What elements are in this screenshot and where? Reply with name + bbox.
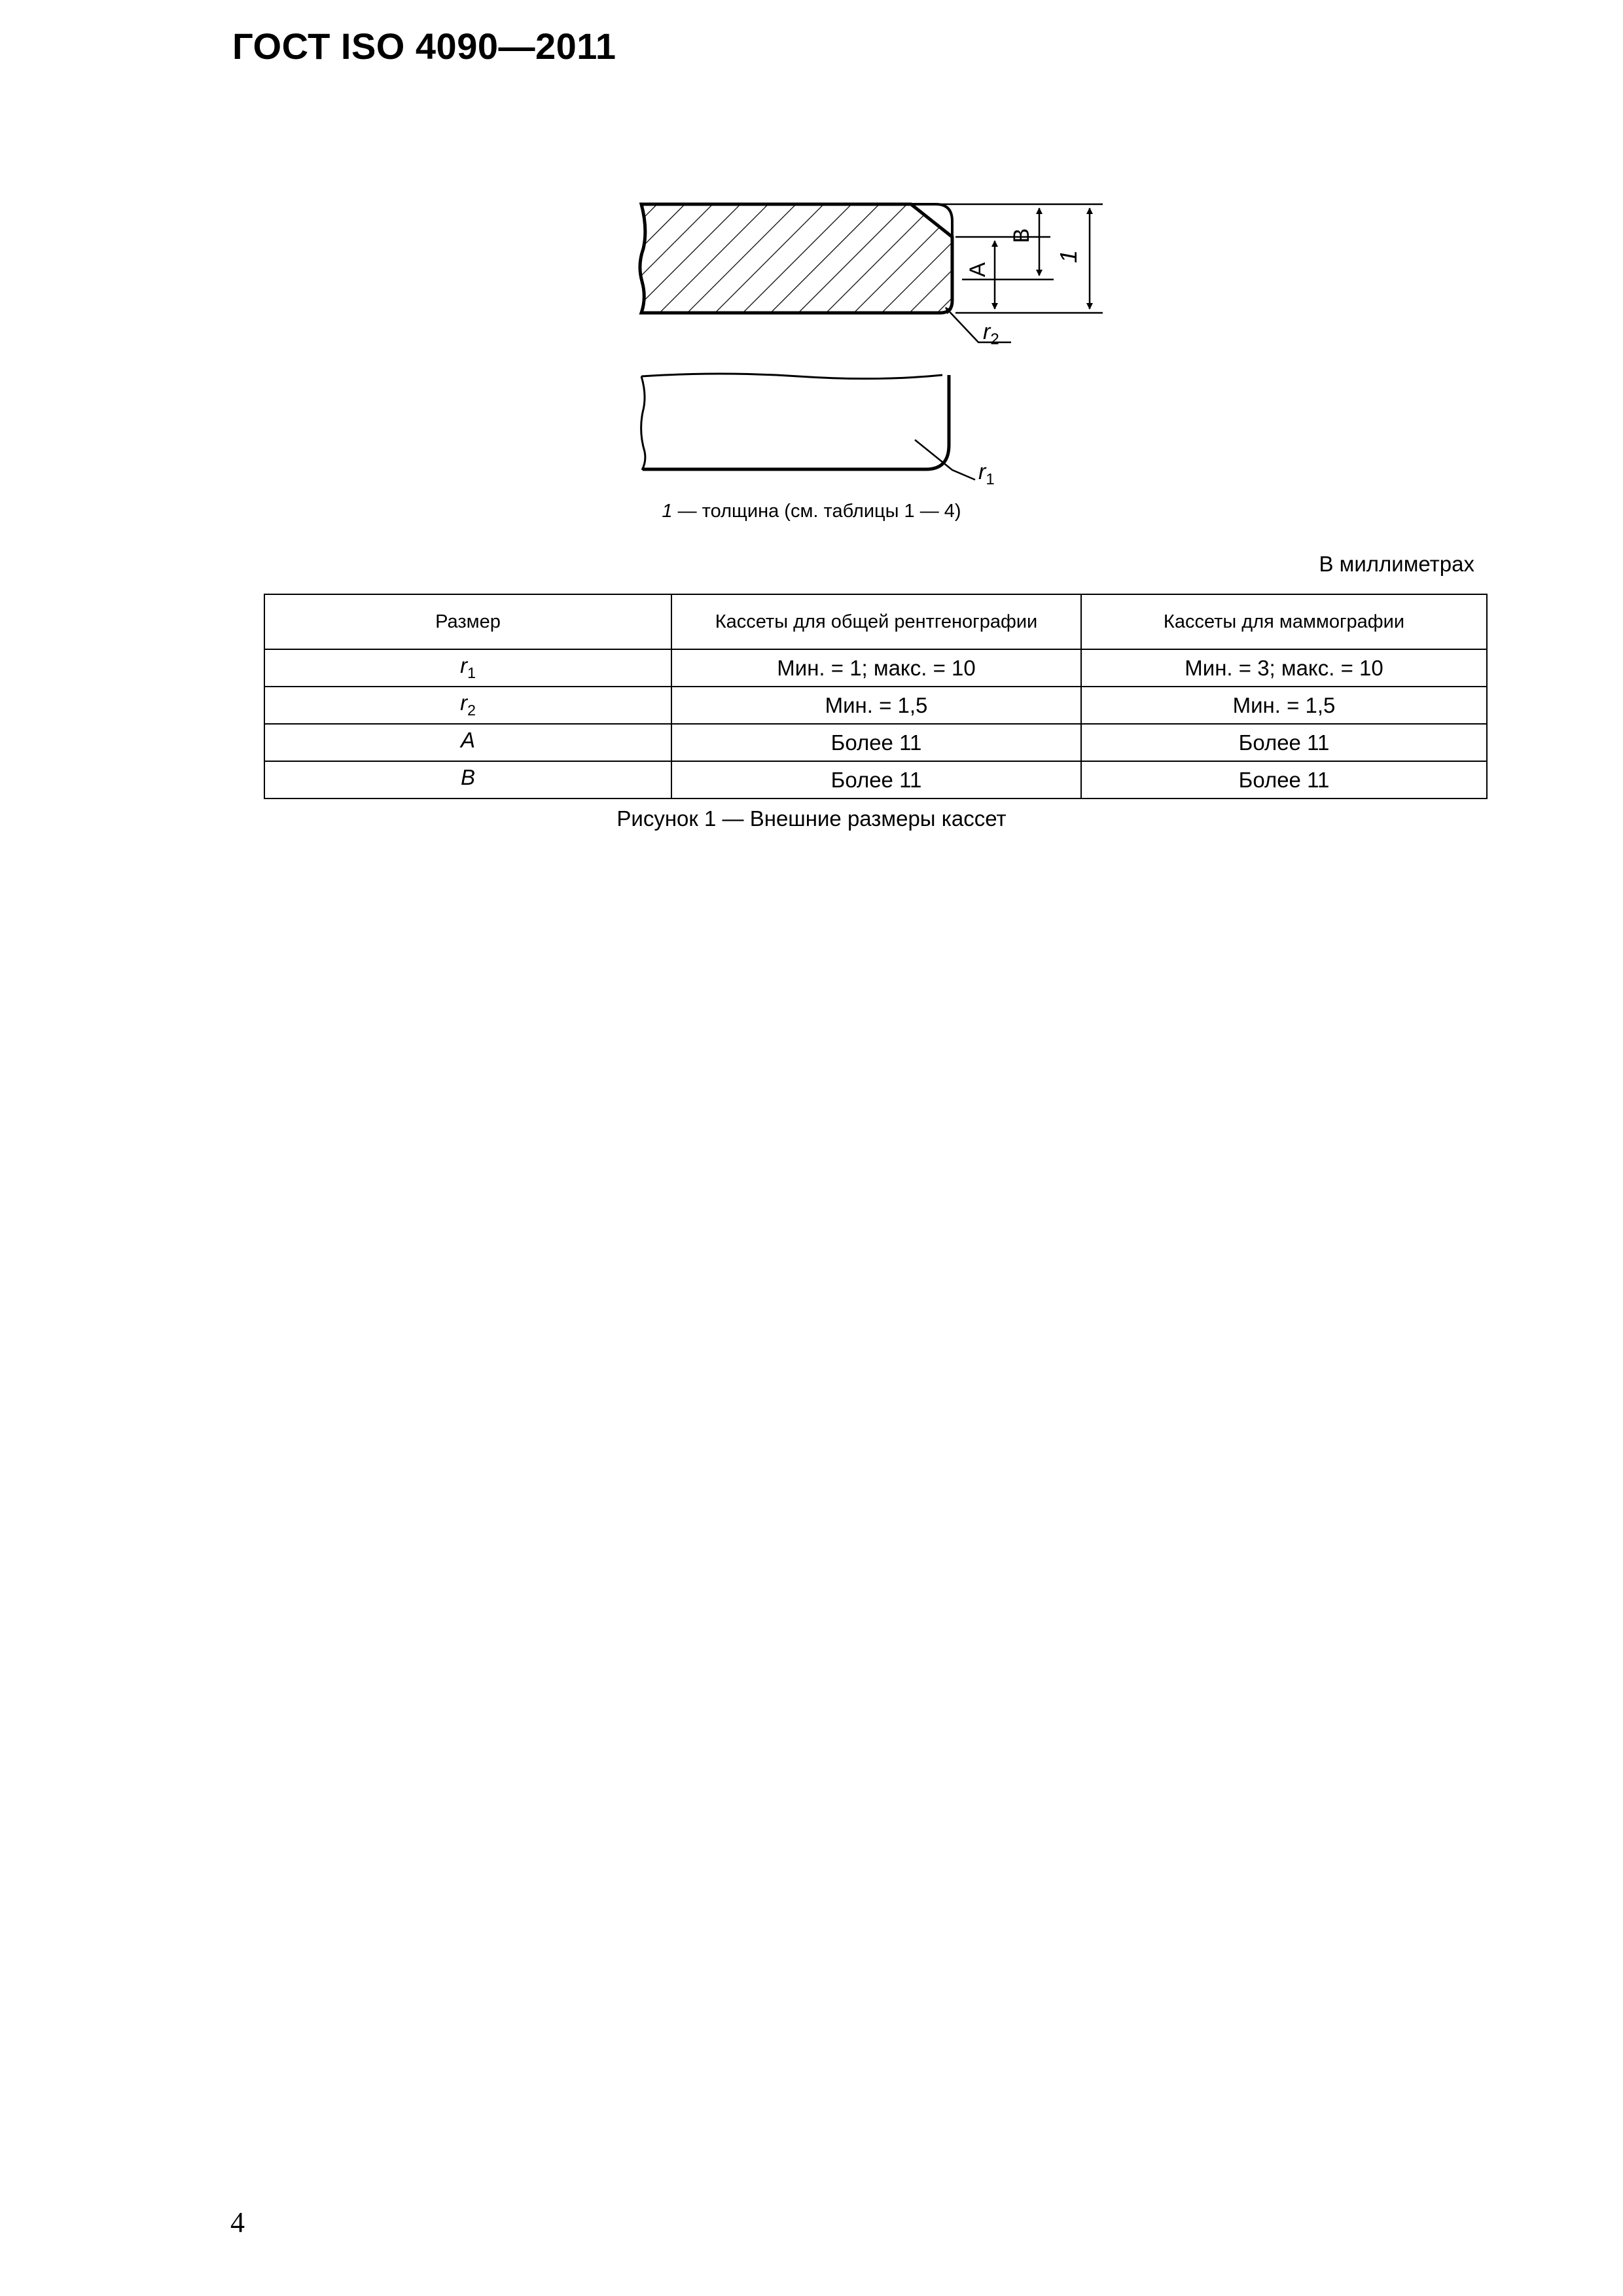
row-general-value: Более 11: [671, 724, 1081, 761]
row-general-value: Более 11: [671, 761, 1081, 798]
table-row: [264, 724, 1487, 761]
figure-legend: [0, 501, 1623, 522]
dim-label-a: A: [965, 262, 990, 278]
dim-label-1: 1: [1055, 249, 1082, 264]
table-row: [264, 687, 1487, 724]
row-mammo-value: Более 11: [1081, 761, 1487, 798]
cassette-dimensions-drawing: [0, 0, 1623, 497]
row-mammo-value: Более 11: [1081, 724, 1487, 761]
row-symbol: $r_2$: [264, 687, 671, 724]
upper-section: [640, 204, 952, 313]
row-general-value: Мин. = 1; макс. = 10: [671, 649, 1081, 687]
dimensions-table: [264, 594, 1488, 799]
table-row: [264, 761, 1487, 798]
legend-text: — толщина (см. таблицы 1 — 4): [672, 501, 961, 522]
row-symbol: A: [264, 724, 671, 761]
legend-number: 1: [662, 501, 673, 522]
document-header: ГОСТ ISO 4090—2011: [232, 26, 616, 67]
table-row: [264, 649, 1487, 687]
row-general-value: Мин. = 1,5: [671, 687, 1081, 724]
table-header-row: [264, 594, 1487, 649]
row-symbol: B: [264, 761, 671, 798]
row-mammo-value: Мин. = 1,5: [1081, 687, 1487, 724]
row-mammo-value: Мин. = 3; макс. = 10: [1081, 649, 1487, 687]
header-mammography: Кассеты для маммографии: [1081, 594, 1487, 649]
row-symbol: $r_1$: [264, 649, 671, 687]
units-note: В миллиметрах: [1319, 552, 1474, 576]
page-number: 4: [230, 2206, 245, 2238]
r2-label: $r_2$: [983, 319, 999, 348]
dimension-lines: [936, 204, 1103, 342]
header-general: Кассеты для общей рентгенографии: [671, 594, 1081, 649]
r1-label: $r_1$: [978, 459, 995, 488]
dim-label-b: B: [1009, 228, 1034, 243]
header-size: Размер: [264, 594, 671, 649]
lower-section: [641, 374, 975, 480]
figure-caption: Рисунок 1 — Внешние размеры кассет: [616, 806, 1007, 831]
